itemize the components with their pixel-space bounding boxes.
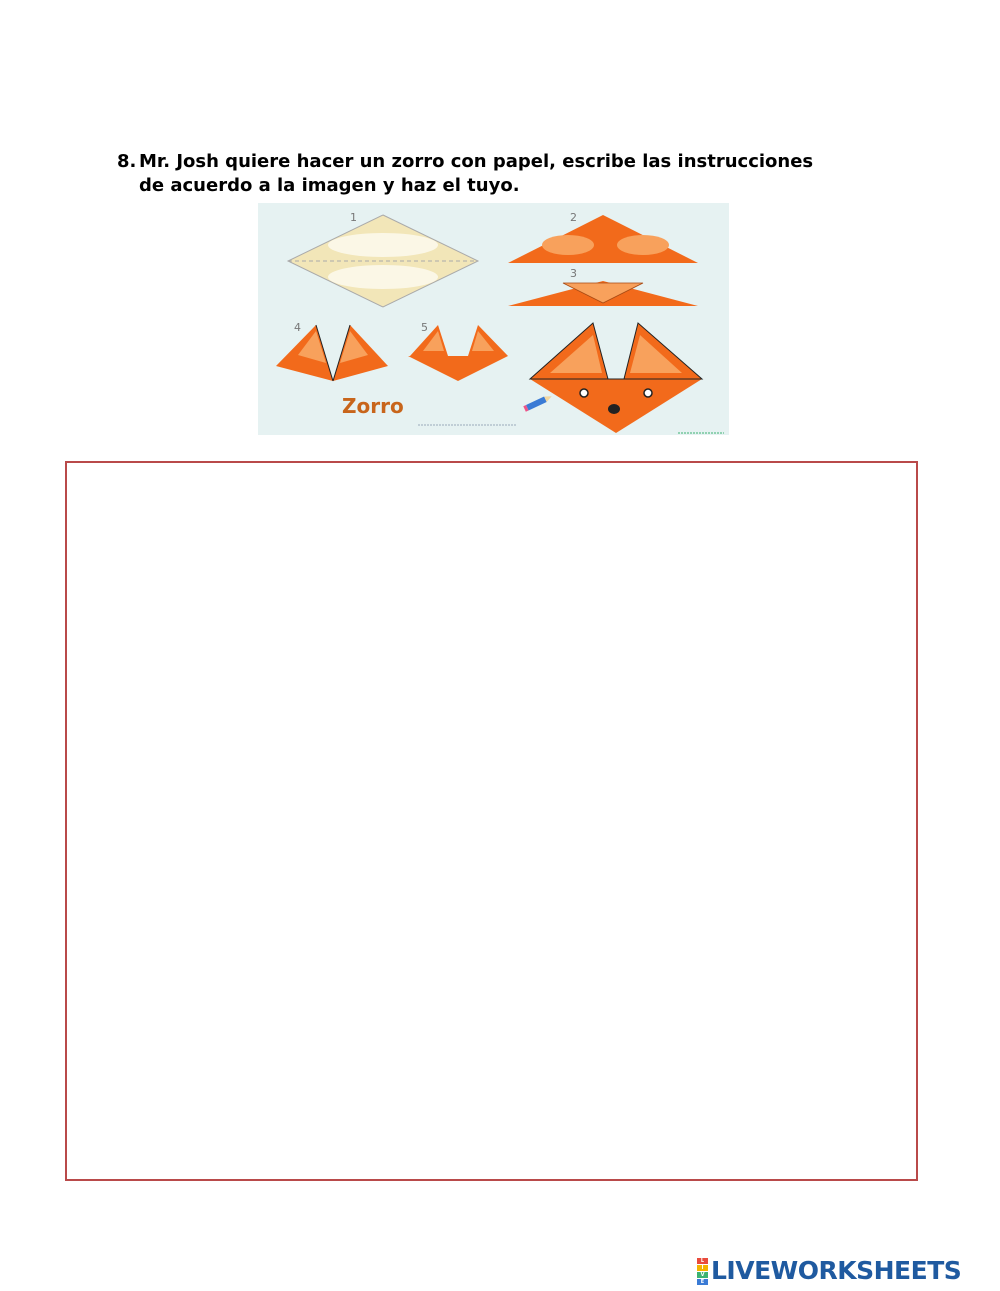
step-2-label: 2 (570, 211, 577, 224)
liveworksheets-footer (697, 1257, 961, 1283)
step-3-triangle (508, 281, 698, 306)
live-logo-icon: L I V E (697, 1258, 708, 1283)
step-5-label: 5 (421, 321, 428, 334)
question-line-2: de acuerdo a la imagen y haz el tuyo. (139, 175, 520, 196)
step-4-shape (276, 325, 388, 381)
fox-face (530, 323, 702, 433)
step-1-label: 1 (350, 211, 357, 224)
step-1-diamond (288, 215, 478, 307)
step-3-label: 3 (570, 267, 577, 280)
step-4-label: 4 (294, 321, 301, 334)
pencil-icon (523, 394, 553, 412)
answer-box[interactable] (65, 461, 918, 1181)
fox-origami-figure (258, 203, 729, 435)
question-line-1: Mr. Josh quiere hacer un zorro con papel, escribe las instrucciones (139, 151, 814, 172)
brand-name: LIVEWORKSHEETS (711, 1255, 962, 1285)
question-number: 8. (117, 151, 137, 172)
figure-caption: Zorro (342, 394, 404, 418)
step-2-triangle (508, 215, 698, 263)
question (117, 150, 817, 198)
